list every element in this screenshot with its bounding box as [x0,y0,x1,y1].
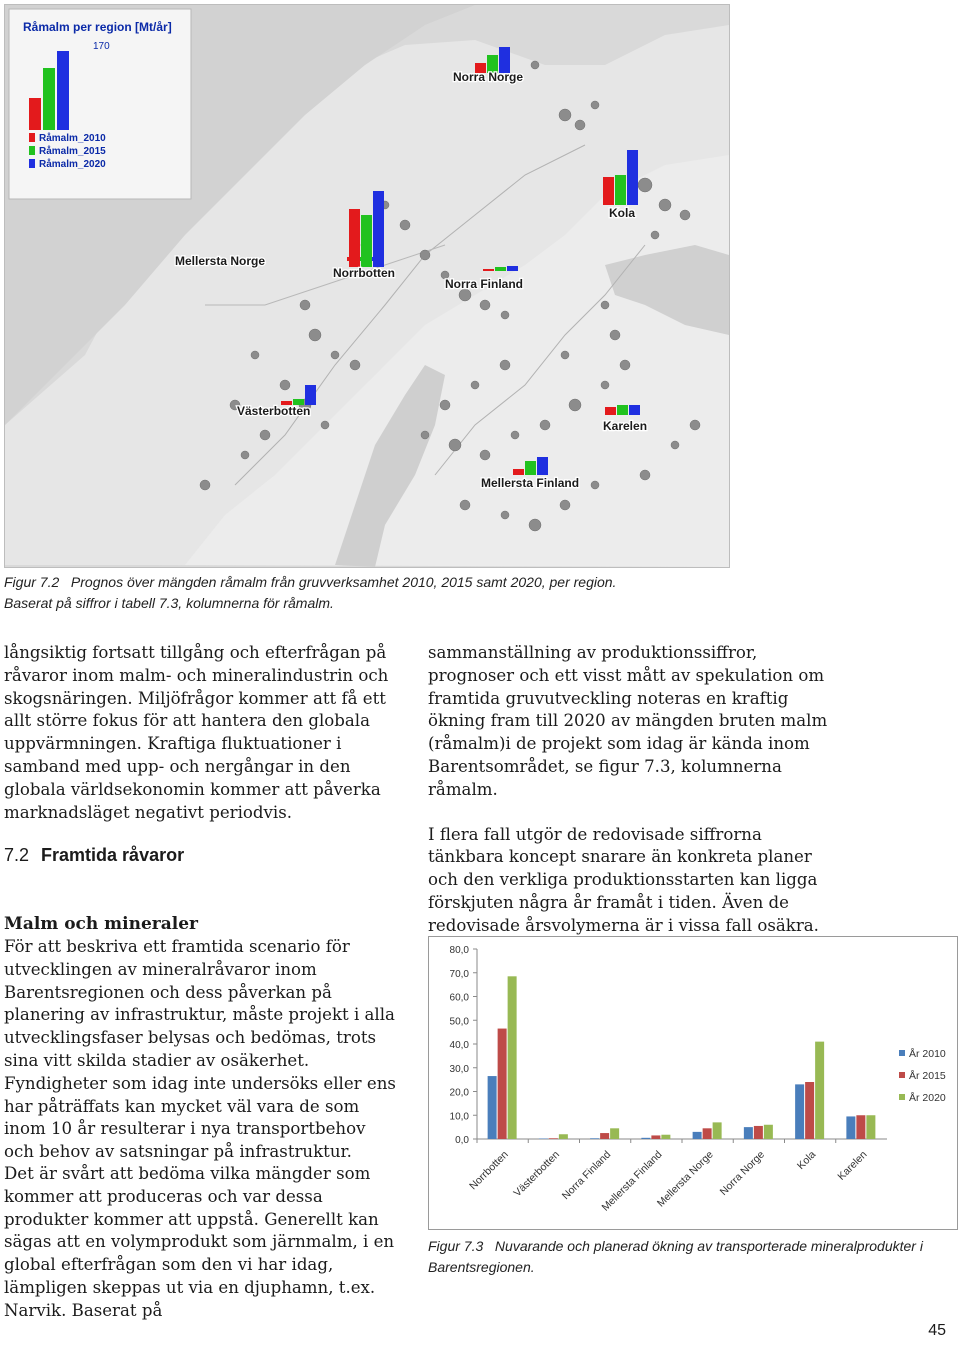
map-region-label-4: Norra Finland [445,277,523,291]
mine-dot-24 [449,439,461,451]
right-para-2: I flera fall utgör de redovisade siffrorna tänkbara koncept snarare än konkreta planer och den verkliga produktionsstarten kan ligga förskjuten några år framåt i tiden. Även de redovisade årsvolymerna är i vissa fall osäkra. [428,824,834,938]
map-region-label-7: Mellersta Finland [481,476,579,490]
legend-bar-2015 [43,68,55,130]
bar-4-2 [713,1122,722,1139]
left-column-body [4,936,400,1186]
bar-6-0 [795,1084,804,1139]
mine-dot-8 [420,250,430,260]
mine-dot-46 [561,351,569,359]
bar-1-2 [559,1134,568,1139]
mine-dot-33 [529,519,541,531]
mine-dot-6 [680,210,690,220]
chart-legend-swatch-1 [899,1072,905,1078]
map-region-6-bar-2 [629,405,640,415]
bar-1-1 [549,1138,558,1139]
bar-4-0 [693,1132,702,1139]
mine-dot-32 [501,511,509,519]
mine-dot-45 [610,330,620,340]
y-tick-label-4: 40,0 [450,1040,470,1051]
map-region-3-bar-0 [349,209,360,267]
mine-dot-23 [421,431,429,439]
left-column-bottom [4,1163,400,1345]
bar-5-2 [764,1125,773,1139]
figure-7-3-text: Nuvarande och planerad ökning av transporterade mineralprodukter i Barentsregionen. [428,1238,923,1275]
mine-dot-28 [569,399,581,411]
y-tick-label-6: 60,0 [450,993,470,1004]
mine-dot-31 [460,500,470,510]
mine-dot-40 [400,220,410,230]
figure-7-2-caption [4,572,724,614]
map-canvas [5,5,729,567]
map-region-3-bar-2 [373,191,384,267]
y-tick-label-8: 80,0 [450,945,470,956]
bar-0-1 [498,1029,507,1139]
x-tick-label-4: Mellersta Norge [655,1149,716,1210]
chart-legend-label-2: År 2020 [909,1091,946,1104]
map-region-label-5: Västerbotten [237,404,310,418]
bar-2-0 [590,1138,599,1139]
bar-2-2 [610,1128,619,1139]
bar-6-1 [805,1082,814,1139]
legend-bar-2010 [29,98,41,130]
left-para-3: Det är svårt att bedöma vilka mängder som kommer att produceras och var dessa produkter kommer att uppstå. Generellt kan sägas att en volymprodukt som järnmalm, i en global efterfrågan som den vi har idag, lämpligen skeppas ut via en djuphamn, t.ex. Narvik. Baserat på [4,1163,400,1323]
mine-dot-48 [471,381,479,389]
map-region-4-bar-0 [483,269,494,271]
chart-legend-swatch-0 [899,1050,905,1056]
legend-label-2020: Råmalm_2020 [39,158,106,170]
mine-dot-1 [559,109,571,121]
y-tick-label-7: 70,0 [450,969,470,980]
mine-dot-3 [591,101,599,109]
chart-legend-label-1: År 2015 [909,1069,946,1082]
map-region-1-bar-2 [627,150,638,205]
figure-7-2-line1: Prognos över mängden råmalm från gruvverksamhet 2010, 2015 samt 2020, per region. [71,574,617,590]
mine-dot-35 [591,481,599,489]
mine-dot-27 [540,420,550,430]
map-region-7-bar-2 [537,457,548,475]
bar-0-2 [508,976,517,1139]
mine-dot-34 [560,500,570,510]
map-region-1-bar-1 [615,175,626,205]
bar-5-0 [744,1127,753,1139]
mine-dot-4 [638,178,652,192]
y-tick-label-5: 50,0 [450,1016,470,1027]
figure-7-3-label: Figur 7.3 [428,1238,483,1254]
mine-dot-15 [331,351,339,359]
bar-7-0 [846,1116,855,1139]
map-region-7-bar-0 [513,469,524,475]
chart-legend-swatch-2 [899,1094,905,1100]
legend-label-2010: Råmalm_2010 [39,132,106,144]
mine-dot-14 [309,329,321,341]
section-title: Framtida råvaror [41,845,184,865]
mine-dot-29 [601,381,609,389]
region-map [4,4,730,568]
map-region-6-bar-1 [617,405,628,415]
y-tick-label-3: 30,0 [450,1064,470,1075]
bar-chart-canvas [429,937,957,1229]
left-column-top [4,642,400,846]
map-region-label-1: Kola [609,206,635,220]
section-heading [4,845,184,866]
map-region-7-bar-1 [525,461,536,475]
map-legend-scale: 170 [93,41,110,52]
x-tick-label-3: Mellersta Finland [599,1149,664,1214]
left-para-2: För att beskriva ett framtida scenario för utvecklingen av mineralråvaror inom Barentsregionen och dess påverkan på planering av infrastruktur, måste projekt i alla utvecklingsfaser belysas och bedömas, trots sina vitt skilda stadier av osäkerhet. Fyndigheter som idag inte undersöks eller ens har påträffats kan mycket väl vara de som inom 10 år resulterar i nya transportbehov och behov av satsningar på infrastruktur. [4,936,400,1164]
mine-dot-26 [511,431,519,439]
mine-dot-30 [620,360,630,370]
bar-5-1 [754,1126,763,1139]
mine-dot-13 [300,300,310,310]
map-region-label-3: Norrbotten [333,266,395,280]
x-tick-label-2: Norra Finland [560,1149,614,1203]
mine-dot-2 [575,120,585,130]
x-tick-label-0: Norrbotten [467,1149,511,1193]
mine-dot-37 [671,441,679,449]
legend-label-2015: Råmalm_2015 [39,145,106,157]
figure-7-3-caption [428,1236,956,1278]
y-tick-label-0: 0,0 [455,1135,469,1146]
map-region-5-bar-2 [305,385,316,405]
map-region-1-bar-0 [603,177,614,205]
map-region-label-2: Mellersta Norge [175,254,265,268]
bar-7-2 [866,1115,875,1139]
y-tick-label-2: 20,0 [450,1088,470,1099]
subheading: Malm och mineraler [4,914,198,934]
map-legend-title: Råmalm per region [Mt/år] [23,20,172,34]
map-region-4-bar-1 [495,267,506,271]
bar-2-1 [600,1133,609,1139]
right-para-1: sammanställning av produktionssiffror, prognoser och ett visst mått av spekulation om framtida gruvutveckling noteras en kraftig ökning fram till 2020 av mängden bruten malm (råmalm)i de projekt som idag är kända inom Barentsområdet, se figur 7.3, kolumnerna råmalm. [428,642,834,802]
mine-dot-49 [440,400,450,410]
page-number: 45 [928,1322,946,1340]
y-tick-label-1: 10,0 [450,1111,470,1122]
mine-dot-12 [501,311,509,319]
x-tick-label-7: Karelen [835,1149,869,1183]
mine-dot-5 [659,199,671,211]
mine-dot-25 [480,450,490,460]
mine-dot-42 [251,351,259,359]
mine-dot-47 [500,360,510,370]
mine-dot-7 [651,231,659,239]
bar-4-1 [703,1128,712,1139]
mine-dot-17 [280,380,290,390]
map-region-label-6: Karelen [603,419,647,433]
mine-dot-16 [350,360,360,370]
mine-dot-44 [601,301,609,309]
map-region-3-bar-1 [361,215,372,267]
x-tick-label-5: Norra Norge [718,1149,767,1198]
bar-0-0 [488,1076,497,1139]
mine-dot-22 [200,480,210,490]
bar-6-2 [815,1042,824,1139]
chart-legend-label-0: År 2010 [909,1047,946,1060]
section-number: 7.2 [4,845,29,865]
bar-7-1 [856,1115,865,1139]
figure-7-2-line2: Baserat på siffror i tabell 7.3, kolumnerna för råmalm. [4,595,334,611]
map-region-4-bar-2 [507,266,518,271]
bar-3-0 [641,1138,650,1139]
right-column [428,642,834,960]
mine-dot-38 [690,420,700,430]
mine-dot-21 [241,451,249,459]
bar-3-2 [661,1135,670,1139]
x-tick-label-1: Västerbotten [511,1149,562,1200]
mine-dot-20 [260,430,270,440]
bar-3-1 [651,1135,660,1139]
mine-dot-0 [531,61,539,69]
mine-dot-36 [640,470,650,480]
left-para-1: långsiktig fortsatt tillgång och efterfrågan på råvaror inom malm- och mineralindustrin och skogsnäringen. Miljöfrågor kommer att få ett allt större fokus för att hantera den globala uppvärmningen. Kraftiga fluktuationer i samband med upp- och nergångar in den globala världsekonomin kommer att påverka marknadsläget negativt periodvis. [4,642,400,824]
mine-dot-19 [321,421,329,429]
map-region-6-bar-0 [605,407,616,415]
figure-7-3-chart [428,936,958,1230]
legend-bar-2020 [57,51,69,130]
mine-dot-11 [480,300,490,310]
map-region-label-0: Norra Norge [453,70,523,84]
figure-7-2-label: Figur 7.2 [4,574,59,590]
x-tick-label-6: Kola [795,1149,818,1172]
